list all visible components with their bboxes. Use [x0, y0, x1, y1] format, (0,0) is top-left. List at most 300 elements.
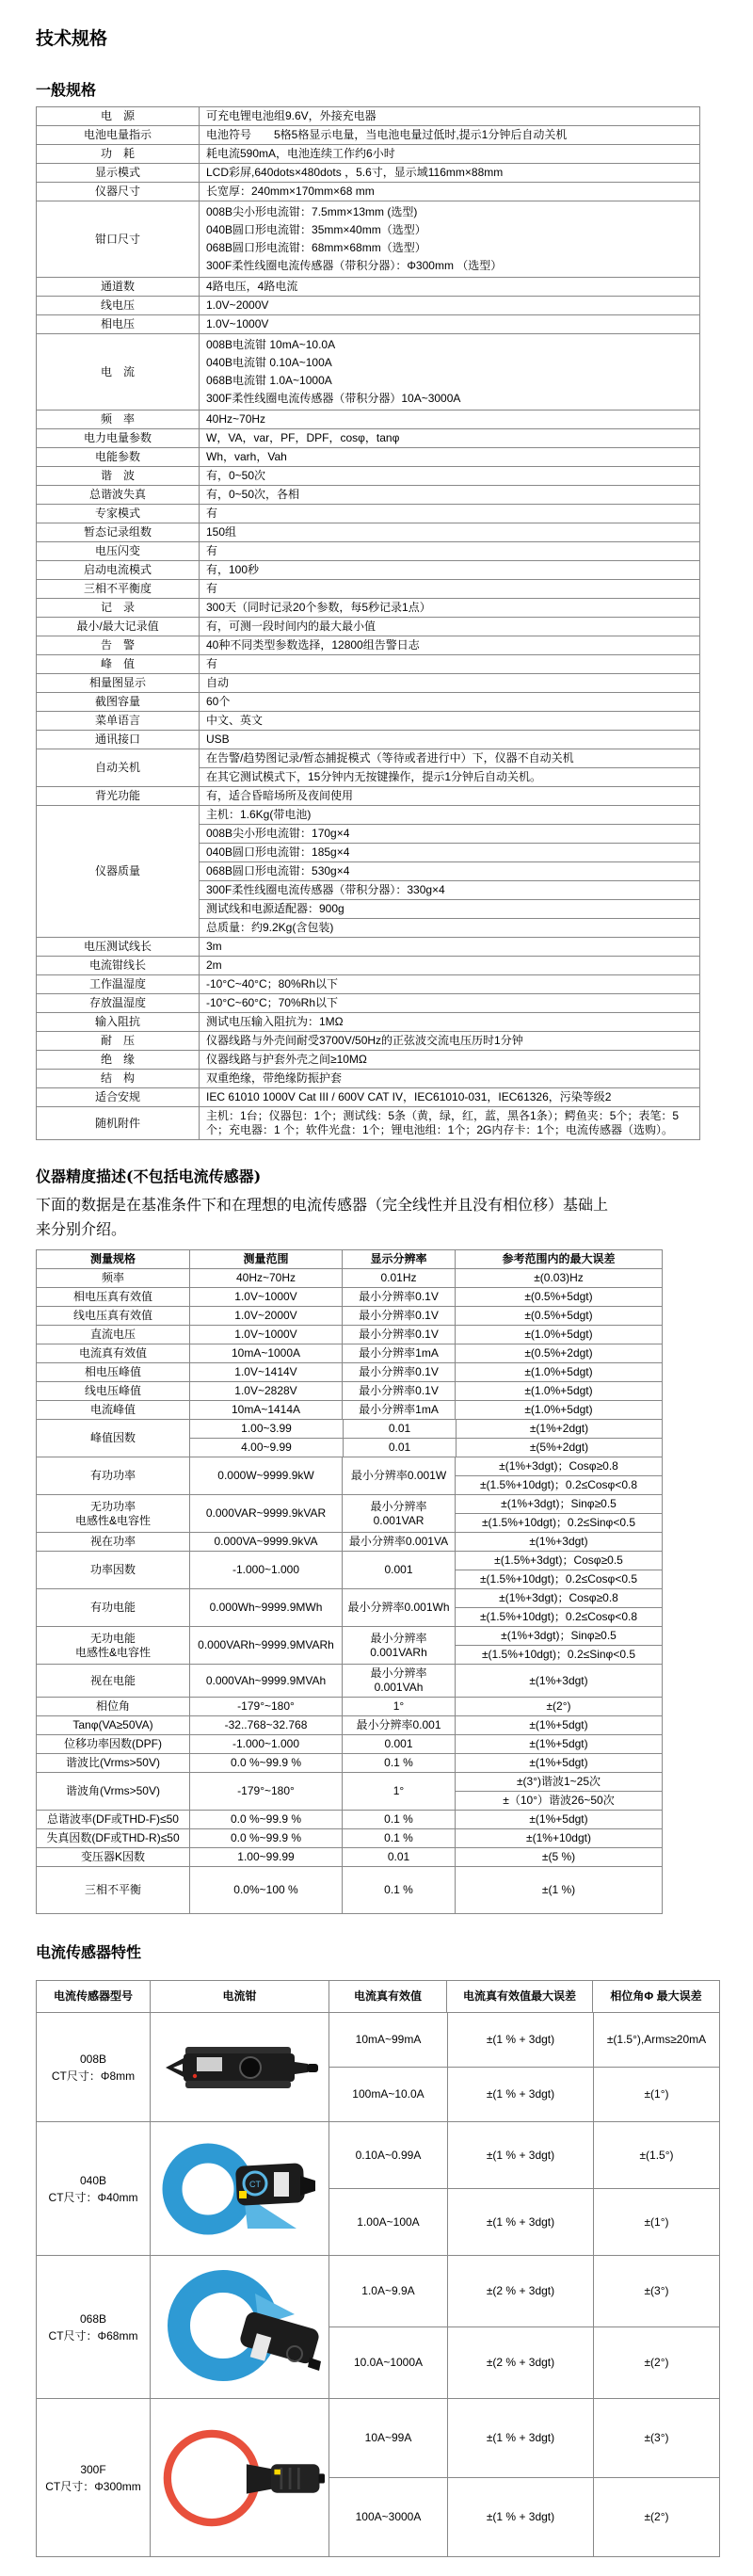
max-error-group	[455, 1773, 662, 1810]
phase-angle-max-error: ±(2°)	[593, 2478, 719, 2556]
spec-label: 钳口尺寸	[94, 232, 140, 246]
display-resolution: 0.1 %	[342, 1867, 455, 1913]
table-row	[37, 1050, 699, 1069]
table-row	[37, 523, 699, 541]
spec-value: 自动	[199, 674, 699, 692]
sensor-range-group	[328, 2122, 719, 2255]
display-resolution: 0.01	[342, 1848, 455, 1866]
spec-label: 最小/最大记录值	[76, 620, 159, 633]
max-error: ±(1%+3dgt)；Sinφ≥0.5	[501, 1629, 617, 1642]
spec-value	[199, 749, 699, 786]
spec-subvalue: 008B尖小形电流钳：170g×4	[200, 824, 699, 843]
measure-range: 0.000VA~9999.9kVA	[189, 1533, 342, 1551]
sensor-row	[37, 2255, 719, 2398]
column-header: 显示分辨率	[342, 1250, 455, 1268]
current-max-error: ±(1 % + 3dgt)	[447, 2478, 593, 2556]
sensor-image	[150, 2122, 328, 2255]
current-max-error: ±(1 % + 3dgt)	[447, 2122, 593, 2188]
sensor-range-row	[329, 2477, 719, 2556]
spec-name: 电流峰值	[89, 1403, 136, 1416]
max-error-group	[455, 1627, 662, 1664]
spec-value: -10°C~60°C；70%Rh以下	[199, 994, 699, 1012]
measure-range: 0.000W~9999.9kW	[189, 1457, 342, 1494]
measure-range: 0.000VARh~9999.9MVARh	[189, 1627, 342, 1664]
spec-value: 有，0~50次	[199, 467, 699, 485]
spec-name: 功率因数	[89, 1563, 136, 1576]
sensor-range-row	[329, 2122, 719, 2188]
column-header: 参考范围内的最大误差	[455, 1250, 662, 1268]
sensor-model-name: 008B	[79, 2052, 107, 2066]
sensor-range-group	[328, 2399, 719, 2556]
spec-value: 可充电锂电池组9.6V，外接充电器	[199, 107, 699, 125]
spec-label: 电流钳线长	[88, 958, 146, 972]
max-error: ±(1 %)	[455, 1867, 662, 1913]
spec-name	[37, 1495, 189, 1532]
spec-label: 启动电流模式	[83, 563, 152, 576]
spec-value-line: 068B圆口形电流钳：68mm×68mm（选型）	[206, 241, 426, 254]
sensor-model	[37, 2399, 150, 2556]
current-max-error: ±(2 % + 3dgt)	[447, 2327, 593, 2398]
column-header: 电流真有效值	[328, 1981, 446, 2012]
max-error-group	[455, 1495, 662, 1532]
current-range: 10.0A~1000A	[353, 2356, 424, 2369]
spec-label: 总谐波失真	[88, 488, 146, 501]
spec-name: 线电压峰值	[84, 1384, 141, 1397]
max-error: ±(1%+3dgt)；Cosφ≥0.8	[499, 1459, 618, 1473]
max-error: ±(1.0%+5dgt)	[455, 1363, 662, 1381]
spec-subvalue: 300F柔性线圈电流传感器（带积分器）：330g×4	[200, 880, 699, 899]
sensor-model-name: 300F	[80, 2462, 106, 2476]
table-row	[37, 579, 699, 598]
column-header: 测量范围	[189, 1250, 342, 1268]
spec-value-line: 300F柔性线圈电流传感器（带积分器）：Φ300mm （选型）	[206, 259, 503, 272]
svg-text:CT: CT	[248, 2179, 261, 2189]
table-row	[37, 1457, 662, 1494]
table-row	[37, 1664, 662, 1697]
sensor-range-row	[329, 2399, 719, 2477]
spec-value: 有	[199, 542, 699, 560]
max-error: ±(1.5%+10dgt)；0.2≤Cosφ<0.8	[456, 1475, 662, 1494]
spec-name: 视在电能	[89, 1673, 136, 1687]
table-row	[37, 1419, 662, 1457]
display-resolution: 最小分辨率0.1V	[342, 1307, 455, 1325]
table-row	[37, 163, 699, 182]
spec-label: 耐 压	[100, 1034, 135, 1047]
table-row	[37, 1532, 662, 1551]
table-row	[37, 1828, 662, 1847]
measure-range: 0.0 %~99.9 %	[189, 1829, 342, 1847]
max-error: ±(1%+5dgt)	[455, 1716, 662, 1734]
spec-label: 随机附件	[94, 1116, 140, 1130]
sensor-range-row	[329, 2256, 719, 2326]
display-resolution: 最小分辨率0.1V	[342, 1326, 455, 1344]
measure-range: 1.0V~1414V	[189, 1363, 342, 1381]
display-resolution: 最小分辨率0.1V	[342, 1363, 455, 1381]
sensors-heading: 电流传感器特性	[36, 1943, 142, 1961]
max-error: ±(1%+3dgt)；Cosφ≥0.8	[499, 1591, 618, 1604]
section-gap	[36, 1969, 725, 1980]
spec-value-line: 008B尖小形电流钳：7.5mm×13mm (选型)	[206, 205, 418, 218]
phase-angle-max-error: ±(3°)	[593, 2399, 719, 2477]
table-row	[37, 749, 699, 786]
table-row	[37, 428, 699, 447]
display-resolution: 0.01Hz	[342, 1269, 455, 1287]
spec-value: LCD彩屏,640dots×480dots ，5.6寸，显示域116mm×88mm	[199, 164, 699, 182]
spec-subvalue: 在其它测试模式下，15分钟内无按键操作，提示1分钟后自动关机。	[200, 767, 699, 786]
display-resolution: 0.001	[342, 1735, 455, 1753]
table-row	[37, 296, 699, 314]
spec-label: 专家模式	[94, 507, 140, 520]
table-row	[37, 410, 699, 428]
spec-value: 40种不同类型参数选择，12800组告警日志	[199, 636, 699, 654]
spec-name: 直流电压	[89, 1328, 136, 1341]
accuracy-heading: 仪器精度描述(不包括电流传感器)	[36, 1167, 262, 1185]
measure-range: -1.000~1.000	[189, 1552, 342, 1588]
clamp-008b-image	[161, 2038, 319, 2097]
table-row	[37, 1106, 699, 1139]
spec-label: 三相不平衡度	[83, 582, 152, 595]
table-row	[37, 182, 699, 201]
current-range: 1.00A~100A	[357, 2214, 420, 2229]
table-row	[37, 1810, 662, 1828]
coil-300f-image	[154, 2418, 325, 2538]
table-row	[37, 711, 699, 730]
measure-range: 1.0V~2000V	[189, 1307, 342, 1325]
clamp-068b-image	[155, 2267, 325, 2388]
display-resolution: 最小分辨率0.001Wh	[342, 1589, 455, 1626]
display-resolution: 最小分辨率0.001VARh	[342, 1627, 455, 1664]
max-error: ±(1%+2dgt)	[456, 1420, 662, 1438]
table-row	[37, 598, 699, 617]
sensor-row	[37, 2121, 719, 2255]
spec-name	[37, 1627, 189, 1664]
page-title: 技术规格	[36, 28, 108, 49]
table-row	[37, 560, 699, 579]
spec-label: 电能参数	[94, 450, 140, 463]
table-row	[37, 125, 699, 144]
spec-value: 耗电流590mA，电池连续工作约6小时	[199, 145, 699, 163]
spec-subvalue: 测试线和电源适配器：900g	[200, 899, 699, 918]
current-max-error: ±(1 % + 3dgt)	[447, 2399, 593, 2477]
spec-subvalue: 040B圆口形电流钳：185g×4	[200, 843, 699, 861]
spec-value: IEC 61010 1000V Cat III / 600V CAT IV，IEC61010-031，IEC61326，污染等级2	[199, 1088, 699, 1106]
max-error: ±(1.5%+10dgt)；0.2≤Cosφ<0.8	[456, 1607, 662, 1626]
max-error: ±（10°）谐波26~50次	[456, 1791, 662, 1810]
spec-label: 功 耗	[100, 147, 135, 160]
spec-value: 有，适合昏暗场所及夜间使用	[199, 787, 699, 805]
display-resolution: 0.01	[343, 1420, 456, 1438]
spec-name: Tanφ(VA≥50VA)	[72, 1718, 153, 1731]
spec-name: 相电压真有效值	[72, 1290, 152, 1303]
table-row	[37, 1866, 662, 1913]
max-error: ±(0.5%+5dgt)	[455, 1288, 662, 1306]
spec-label: 菜单语言	[94, 714, 140, 727]
phase-angle-max-error: ±(3°)	[593, 2256, 719, 2326]
spec-name: 视在功率	[89, 1535, 136, 1548]
measure-range: 40Hz~70Hz	[189, 1269, 342, 1287]
column-header: 电流真有效值最大误差	[446, 1981, 592, 2012]
spec-value	[199, 334, 699, 410]
measure-range: 1.00~99.99	[189, 1848, 342, 1866]
spec-value: 仪器线路与护套外壳之间≥10MΩ	[199, 1051, 699, 1069]
spec-value: 40Hz~70Hz	[199, 411, 699, 428]
spec-value-line: 300F柔性线圈电流传感器（带积分器）10A~3000A	[206, 392, 461, 405]
spec-value: 有	[199, 655, 699, 673]
general-spec-table	[36, 106, 700, 1140]
current-max-error: ±(1 % + 3dgt)	[447, 2013, 593, 2067]
max-error-group	[455, 1589, 662, 1626]
max-error: ±(3°)谐波1~25次	[516, 1775, 601, 1788]
spec-subvalue: 主机：1.6Kg(带电池)	[206, 808, 312, 821]
measure-range: 4.00~9.99	[241, 1441, 292, 1454]
current-range: 0.10A~0.99A	[355, 2148, 422, 2162]
sensor-ct-size: CT尺寸：Φ300mm	[45, 2479, 141, 2493]
column-header: 电流钳	[150, 1981, 328, 2012]
spec-name: 失真因数(DF或THD-R)≤50	[46, 1831, 180, 1844]
spec-value: 双重绝缘，带绝缘防振护套	[199, 1070, 699, 1087]
spec-name: 位移功率因数(DPF)	[64, 1737, 162, 1750]
display-resolution: 最小分辨率1mA	[342, 1401, 455, 1419]
sensor-ct-size: CT尺寸：Φ40mm	[48, 2190, 138, 2204]
table-row	[37, 201, 699, 277]
spec-value: 有	[199, 505, 699, 523]
spec-name-line: 无功电能	[89, 1631, 136, 1645]
display-resolution: 0.1 %	[342, 1754, 455, 1772]
spec-value: W，VA，var，PF，DPF，cosφ，tanφ	[199, 429, 699, 447]
spec-name: 电流真有效值	[78, 1346, 147, 1360]
table-row	[37, 107, 699, 125]
accuracy-intro	[36, 1193, 725, 1242]
table-row	[37, 1551, 662, 1588]
spec-label: 自动关机	[94, 761, 140, 774]
accuracy-intro-line: 下面的数据是在基准条件下和在理想的电流传感器（完全线性并且没有相位移）基础上	[36, 1196, 609, 1214]
spec-value: 有，100秒	[199, 561, 699, 579]
spec-name-line: 无功功率	[89, 1499, 136, 1513]
spec-label: 电压闪变	[94, 544, 140, 557]
section-gap	[36, 1140, 725, 1165]
table-row	[37, 805, 699, 937]
spec-name: 相位角	[95, 1699, 130, 1713]
table-row	[37, 730, 699, 749]
spec-value-line: 040B圆口形电流钳：35mm×40mm（选型）	[206, 223, 426, 236]
spec-label: 结 构	[100, 1071, 135, 1085]
table-row	[37, 1031, 699, 1050]
sensor-model-name: 040B	[79, 2173, 107, 2187]
display-resolution: 0.01	[343, 1439, 456, 1457]
section-gap	[36, 1914, 725, 1940]
spec-value: 有，0~50次，各相	[199, 486, 699, 504]
spec-subvalue: 总质量：约9.2Kg(含包装)	[200, 918, 699, 937]
current-max-error: ±(1 % + 3dgt)	[447, 2189, 593, 2255]
max-error: ±(1.5%+3dgt)；Cosφ≥0.5	[494, 1554, 623, 1567]
spec-name: 变压器K因数	[80, 1850, 145, 1863]
display-resolution: 最小分辨率0.1V	[342, 1382, 455, 1400]
spec-subvalue: 在告警/趋势图记录/暂态捕捉模式（等待或者进行中）下，仪器不自动关机	[206, 751, 574, 765]
sensor-image	[150, 2399, 328, 2556]
measure-range: -32..768~32.768	[189, 1716, 342, 1734]
spec-value	[199, 201, 699, 277]
table-row	[37, 447, 699, 466]
spec-value: 主机：1台；仪器包：1个；测试线：5条（黄，绿，红，蓝，黑各1条）；鳄鱼夹：5个；表笔：5个；充电器：1 个；软件光盘：1个；锂电池组：1个；2G内存卡：1个；电流传感器（选购）。	[199, 1107, 699, 1139]
spec-name: 峰值因数	[89, 1431, 136, 1444]
spec-name: 相电压峰值	[84, 1365, 141, 1378]
spec-name: 频率	[101, 1271, 124, 1284]
sensor-ct-size: CT尺寸：Φ68mm	[48, 2328, 138, 2343]
accuracy-table	[36, 1249, 663, 1914]
sensor-range-row	[329, 2013, 719, 2067]
column-header: 测量规格	[89, 1252, 136, 1265]
table-row	[37, 1381, 662, 1400]
table-row	[37, 541, 699, 560]
measure-range: 1.00~3.99	[241, 1422, 292, 1435]
table-row	[37, 466, 699, 485]
table-row	[37, 1012, 699, 1031]
spec-value: 仪器线路与外壳间耐受3700V/50Hz的正弦波交流电压历时1分钟	[199, 1032, 699, 1050]
max-error: ±(1.0%+5dgt)	[455, 1326, 662, 1344]
measure-range: 0.000VAh~9999.9MVAh	[189, 1665, 342, 1697]
display-resolution: 最小分辨率1mA	[342, 1344, 455, 1362]
current-max-error: ±(2 % + 3dgt)	[447, 2256, 593, 2326]
display-resolution: 最小分辨率0.001W	[342, 1457, 455, 1494]
max-error: ±(1%+5dgt)	[455, 1735, 662, 1753]
table-row	[37, 144, 699, 163]
measure-range: 1.0V~1000V	[189, 1326, 342, 1344]
table-row	[37, 654, 699, 673]
table-row	[37, 1626, 662, 1664]
spec-label: 截图容量	[94, 695, 140, 708]
measure-range: -179°~180°	[189, 1698, 342, 1715]
spec-name-line: 电感性&电容性	[74, 1645, 151, 1659]
variant-row	[190, 1420, 662, 1438]
spec-label: 输入阻抗	[94, 1015, 140, 1028]
spec-value: 电池符号 5格5格显示电量，当电池电量过低时,提示1分钟后自动关机	[199, 126, 699, 144]
max-error: ±(1%+5dgt)	[455, 1754, 662, 1772]
spec-label: 背光功能	[94, 789, 140, 802]
current-range: 10A~99A	[364, 2431, 412, 2444]
table-row	[37, 1847, 662, 1866]
spec-label: 存放温湿度	[88, 996, 146, 1009]
spec-value	[199, 806, 699, 937]
sensor-ct-size: CT尺寸：Φ8mm	[51, 2069, 136, 2083]
spec-value: 有	[199, 580, 699, 598]
spec-value: 60个	[199, 693, 699, 711]
max-error: ±(1%+10dgt)	[455, 1829, 662, 1847]
max-error: ±(1.5%+10dgt)；0.2≤Cosφ<0.5	[456, 1570, 662, 1588]
sensor-range-group	[328, 2256, 719, 2398]
table-row	[37, 485, 699, 504]
max-error: ±(0.5%+5dgt)	[455, 1307, 662, 1325]
measure-range: 10mA~1414A	[189, 1401, 342, 1419]
spec-value: USB	[199, 731, 699, 749]
spec-value: 1.0V~1000V	[199, 315, 699, 333]
spec-label: 电 流	[100, 364, 135, 378]
measure-range: 10mA~1000A	[189, 1344, 342, 1362]
table-header-row	[37, 1981, 719, 2012]
clamp-040b-image	[157, 2136, 323, 2242]
spec-label: 工作温湿度	[88, 977, 146, 990]
table-row	[37, 1306, 662, 1325]
max-error: ±(0.03)Hz	[455, 1269, 662, 1287]
display-resolution: 最小分辨率0.001VAh	[342, 1665, 455, 1697]
max-error: ±(5 %)	[455, 1848, 662, 1866]
table-row	[37, 277, 699, 296]
spec-value-line: 068B电流钳 1.0A~1000A	[206, 374, 332, 387]
variant-row	[190, 1438, 662, 1457]
max-error: ±(1.5%+10dgt)；0.2≤Sinφ<0.5	[456, 1513, 662, 1532]
spec-value: 中文、英文	[199, 712, 699, 730]
measure-range: 0.000Wh~9999.9MWh	[189, 1589, 342, 1626]
display-resolution: 最小分辨率0.1V	[342, 1288, 455, 1306]
spec-label: 电 源	[100, 109, 135, 122]
max-error: ±(0.5%+2dgt)	[455, 1344, 662, 1362]
measure-range: 0.0 %~99.9 %	[189, 1754, 342, 1772]
spec-name: 谐波角(Vrms>50V)	[66, 1784, 160, 1797]
spec-label: 告 警	[100, 638, 135, 652]
spec-value-line: 008B电流钳 10mA~10.0A	[206, 338, 336, 351]
spec-label: 暂态记录组数	[83, 525, 152, 539]
display-resolution: 最小分辨率0.001	[342, 1716, 455, 1734]
max-error-group	[455, 1552, 662, 1588]
accuracy-intro-line: 来分别介绍。	[36, 1220, 127, 1238]
table-row	[37, 1069, 699, 1087]
spec-value: 2m	[199, 957, 699, 974]
variant-group	[189, 1420, 662, 1457]
max-error: ±(1%+3dgt)	[455, 1665, 662, 1697]
display-resolution: 1°	[342, 1698, 455, 1715]
max-error: ±(2°)	[455, 1698, 662, 1715]
spec-subvalue: 068B圆口形电流钳：530g×4	[200, 861, 699, 880]
spec-label: 仪器尺寸	[94, 185, 140, 198]
sensor-model	[37, 2256, 150, 2398]
display-resolution: 0.001	[342, 1552, 455, 1588]
max-error: ±(1%+3dgt)	[455, 1533, 662, 1551]
spec-value: -10°C~40°C；80%Rh以下	[199, 975, 699, 993]
current-range: 100A~3000A	[355, 2510, 422, 2523]
table-row	[37, 956, 699, 974]
current-max-error: ±(1 % + 3dgt)	[447, 2068, 593, 2121]
table-row	[37, 1734, 662, 1753]
table-row	[37, 1400, 662, 1419]
table-row	[37, 937, 699, 956]
sensor-image	[150, 2013, 328, 2121]
spec-label: 绝 缘	[100, 1053, 135, 1066]
spec-value-line: 040B电流钳 0.10A~100A	[206, 356, 332, 369]
spec-label: 频 率	[100, 412, 135, 426]
table-row	[37, 1588, 662, 1626]
table-row	[37, 1287, 662, 1306]
spec-label: 通道数	[100, 280, 135, 293]
spec-label: 峰 值	[100, 657, 135, 670]
max-error: ±(1%+3dgt)；Sinφ≥0.5	[501, 1497, 617, 1510]
measure-range: -1.000~1.000	[189, 1735, 342, 1753]
spec-name: 有功功率	[89, 1469, 136, 1482]
spec-label: 电力电量参数	[83, 431, 152, 444]
spec-label: 显示模式	[94, 166, 140, 179]
display-resolution: 0.1 %	[342, 1811, 455, 1828]
current-range: 10mA~99mA	[355, 2033, 422, 2046]
table-row	[37, 1087, 699, 1106]
table-row	[37, 504, 699, 523]
measure-range: 1.0V~1000V	[189, 1288, 342, 1306]
table-row	[37, 617, 699, 636]
sensor-model	[37, 2122, 150, 2255]
table-row	[37, 1268, 662, 1287]
sensor-range-row	[329, 2188, 719, 2255]
measure-range: -179°~180°	[189, 1773, 342, 1810]
spec-name: 三相不平衡	[84, 1883, 141, 1896]
display-resolution: 最小分辨率0.001VAR	[342, 1495, 455, 1532]
sensor-model-name: 068B	[79, 2311, 107, 2326]
